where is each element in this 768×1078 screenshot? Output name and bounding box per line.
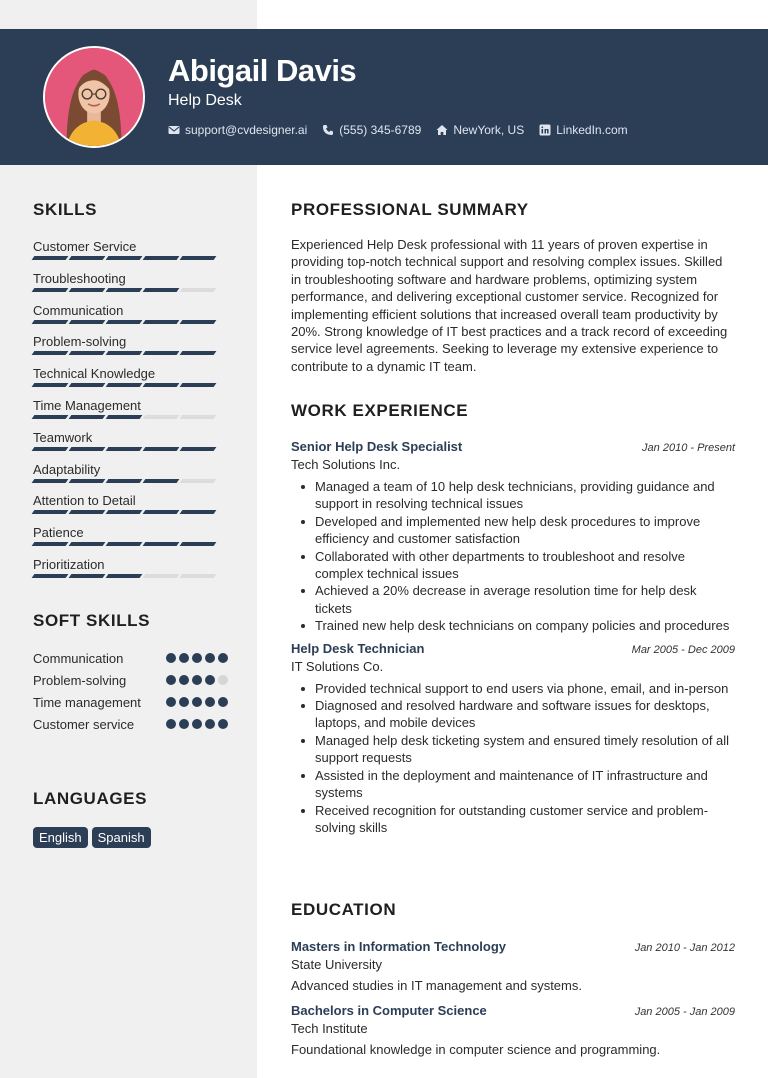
school-name: State University	[291, 957, 383, 972]
bullet-item: Managed help desk ticketing system and ensured timely resolution of all support requests	[291, 732, 735, 767]
skill-name: Communication	[33, 302, 124, 318]
skill-name: Adaptability	[33, 461, 101, 477]
rating-segment	[32, 288, 69, 292]
job-title: Senior Help Desk Specialist	[291, 439, 463, 454]
rating-segment	[69, 351, 106, 355]
rating-dot	[192, 653, 202, 663]
skill-item	[33, 525, 228, 557]
rating-dot	[218, 697, 228, 707]
skills-title: SKILLS	[33, 200, 98, 219]
contact-linkedin[interactable]	[539, 123, 627, 137]
rating-segment	[69, 574, 106, 578]
job-entry	[291, 641, 735, 837]
soft-skill-rating	[163, 716, 228, 729]
rating-dot	[166, 653, 176, 663]
bullet-item: Collaborated with other departments to troubleshoot and resolve complex technical issues	[291, 548, 735, 583]
rating-segment	[180, 479, 217, 483]
rating-segment	[32, 574, 69, 578]
skill-rating-bar	[33, 542, 228, 546]
rating-segment	[180, 415, 217, 419]
rating-segment	[32, 256, 69, 260]
bullet-item: Developed and implemented new help desk procedures to improve efficiency and customer satisfaction	[291, 513, 735, 548]
rating-segment	[143, 383, 180, 387]
rating-segment	[106, 479, 143, 483]
candidate-name: Abigail Davis	[168, 53, 357, 88]
rating-segment	[180, 288, 217, 292]
rating-dot	[166, 675, 176, 685]
soft-skill-rating	[163, 650, 228, 663]
skill-name: Prioritization	[33, 556, 105, 572]
skill-name: Teamwork	[33, 429, 93, 445]
skill-item	[33, 430, 228, 462]
contact-location	[436, 123, 524, 137]
languages-list	[33, 827, 228, 848]
rating-segment	[69, 542, 106, 546]
rating-dot	[179, 675, 189, 685]
bullet-item: Received recognition for outstanding customer service and problem-solving skills	[291, 802, 735, 837]
soft-skill-name: Communication	[33, 651, 124, 666]
rating-segment	[69, 383, 106, 387]
degree-title: Bachelors in Computer Science	[291, 1003, 487, 1018]
soft-skill-rating	[163, 694, 228, 707]
experience-title: WORK EXPERIENCE	[291, 401, 469, 420]
rating-dot	[218, 675, 228, 685]
soft-skill-name: Problem-solving	[33, 673, 127, 688]
rating-dot	[166, 719, 176, 729]
education-list	[291, 939, 735, 1057]
skill-item	[33, 271, 228, 303]
summary-section	[291, 200, 735, 375]
rating-segment	[143, 447, 180, 451]
skill-rating-bar	[33, 320, 228, 324]
education-description: Foundational knowledge in computer science and programming.	[291, 1042, 661, 1057]
rating-dot	[179, 697, 189, 707]
skill-name: Attention to Detail	[33, 493, 136, 509]
rating-segment	[143, 574, 180, 578]
soft-skill-item	[33, 716, 228, 733]
rating-segment	[143, 256, 180, 260]
rating-segment	[143, 542, 180, 546]
bullet-item: Diagnosed and resolved hardware and software issues for desktops, laptops, and mobile devices	[291, 697, 735, 732]
education-entry	[291, 1003, 735, 1057]
company-name: IT Solutions Co.	[291, 658, 384, 674]
phone-icon	[322, 124, 334, 136]
rating-dot	[179, 719, 189, 729]
experience-section	[291, 401, 735, 836]
education-date: Jan 2005 - Jan 2009	[634, 1006, 735, 1018]
rating-segment	[32, 415, 69, 419]
skill-rating-bar	[33, 383, 228, 387]
rating-dot	[192, 675, 202, 685]
rating-segment	[32, 383, 69, 387]
company-name: Tech Solutions Inc.	[291, 457, 401, 472]
degree-title: Masters in Information Technology	[291, 939, 507, 954]
skill-item	[33, 239, 228, 271]
rating-segment	[32, 447, 69, 451]
education-date: Jan 2010 - Jan 2012	[634, 942, 735, 954]
rating-segment	[143, 351, 180, 355]
languages-title: LANGUAGES	[33, 789, 148, 808]
rating-segment	[32, 351, 69, 355]
rating-segment	[32, 320, 69, 324]
candidate-role: Help Desk	[168, 92, 242, 109]
rating-segment	[143, 320, 180, 324]
rating-segment	[32, 542, 69, 546]
job-header	[291, 439, 735, 454]
soft-skill-name: Customer service	[33, 717, 135, 732]
skill-item	[33, 462, 228, 494]
soft-skills-list	[33, 650, 228, 733]
rating-segment	[69, 510, 106, 514]
rating-segment	[69, 415, 106, 419]
education-section	[291, 900, 735, 1057]
home-icon	[436, 124, 448, 136]
education-description: Advanced studies in IT management and systems.	[291, 978, 582, 993]
bullet-item: Provided technical support to end users via phone, email, and in-person	[291, 680, 735, 697]
skill-rating-bar	[33, 288, 228, 292]
education-header	[291, 1003, 735, 1018]
skill-item	[33, 557, 228, 589]
rating-segment	[106, 351, 143, 355]
rating-segment	[180, 351, 217, 355]
skill-item	[33, 303, 228, 335]
rating-dot	[166, 697, 176, 707]
rating-segment	[180, 542, 217, 546]
education-title: EDUCATION	[291, 900, 397, 919]
job-date: Mar 2005 - Dec 2009	[631, 643, 735, 656]
rating-segment	[143, 415, 180, 419]
soft-skills-section	[33, 611, 228, 738]
skill-rating-bar	[33, 415, 228, 419]
profile-photo	[45, 48, 143, 146]
rating-dot	[192, 719, 202, 729]
rating-segment	[180, 574, 217, 578]
bullet-item: Achieved a 20% decrease in average resolution time for help desk tickets	[291, 582, 735, 617]
rating-segment	[180, 320, 217, 324]
rating-dot	[218, 653, 228, 663]
skill-rating-bar	[33, 256, 228, 260]
soft-skill-item	[33, 672, 228, 689]
job-title: Help Desk Technician	[291, 640, 425, 656]
skill-rating-bar	[33, 479, 228, 483]
rating-dot	[192, 697, 202, 707]
bullet-item: Assisted in the deployment and maintenance of IT infrastructure and systems	[291, 767, 735, 802]
rating-segment	[69, 320, 106, 324]
contact-linkedin-text: LinkedIn.com	[556, 123, 628, 137]
rating-segment	[32, 510, 69, 514]
summary-title: PROFESSIONAL SUMMARY	[291, 200, 529, 219]
rating-segment	[180, 447, 217, 451]
job-header	[291, 641, 735, 656]
skill-rating-bar	[33, 574, 228, 578]
job-bullets	[291, 680, 735, 837]
rating-dot	[205, 719, 215, 729]
rating-segment	[69, 479, 106, 483]
skill-name: Customer Service	[33, 239, 137, 254]
language-badge: Spanish	[92, 827, 151, 848]
bullet-item: Trained new help desk technicians on company policies and procedures	[291, 617, 735, 634]
rating-segment	[180, 256, 217, 260]
skill-item	[33, 366, 228, 398]
skill-item	[33, 398, 228, 430]
skill-name: Problem-solving	[33, 334, 127, 350]
rating-segment	[106, 447, 143, 451]
skill-name: Technical Knowledge	[33, 366, 156, 382]
contact-phone[interactable]	[322, 123, 421, 137]
rating-segment	[180, 510, 217, 514]
skill-item	[33, 493, 228, 525]
rating-segment	[106, 542, 143, 546]
rating-dot	[205, 653, 215, 663]
contact-email[interactable]	[168, 123, 307, 137]
rating-dot	[205, 697, 215, 707]
rating-segment	[106, 510, 143, 514]
summary-text: Experienced Help Desk professional with 11 years of proven expertise in providing top-notch technical support and resolving complex issues. Skilled in troubleshooting software and hardware problems, optimizing system performance, and delivering exceptional customer service. Recognized for implementing efficient solutions that increased overall team productivity by 20%. Strong knowledge of IT best practices and a track record of exceeding service level agreements. Seeking to leverage my extensive experience to contribute to a dynamic IT team.	[291, 237, 728, 374]
rating-dot	[218, 719, 228, 729]
bullet-item: Managed a team of 10 help desk technicians, providing guidance and support in resolving technical issues	[291, 478, 735, 513]
rating-segment	[106, 383, 143, 387]
skill-rating-bar	[33, 510, 228, 514]
soft-skill-name: Time management	[33, 695, 141, 710]
contact-bar	[168, 123, 643, 137]
school-name: Tech Institute	[291, 1021, 368, 1036]
skill-rating-bar	[33, 351, 228, 355]
education-entry	[291, 939, 735, 993]
contact-phone-text: (555) 345-6789	[339, 123, 422, 137]
rating-segment	[143, 510, 180, 514]
rating-segment	[106, 574, 143, 578]
rating-dot	[205, 675, 215, 685]
skill-rating-bar	[33, 447, 228, 451]
rating-segment	[69, 447, 106, 451]
soft-skill-item	[33, 694, 228, 711]
language-badge: English	[33, 827, 88, 848]
contact-location-text: NewYork, US	[453, 123, 525, 137]
contact-email-text: support@cvdesigner.ai	[185, 123, 308, 137]
jobs-list	[291, 439, 735, 836]
rating-segment	[143, 288, 180, 292]
skill-name: Time Management	[33, 397, 141, 413]
skill-name: Troubleshooting	[33, 270, 126, 286]
rating-segment	[106, 320, 143, 324]
soft-skills-title: SOFT SKILLS	[33, 611, 151, 630]
languages-section	[33, 789, 228, 848]
job-date: Jan 2010 - Present	[642, 442, 735, 454]
rating-segment	[106, 415, 143, 419]
rating-segment	[69, 288, 106, 292]
rating-segment	[180, 383, 217, 387]
envelope-icon	[168, 124, 180, 136]
soft-skill-item	[33, 650, 228, 667]
skill-name: Patience	[33, 525, 84, 541]
job-bullets	[291, 478, 735, 635]
job-entry	[291, 439, 735, 635]
skills-section	[33, 200, 228, 589]
avatar	[43, 46, 145, 148]
rating-segment	[106, 288, 143, 292]
rating-segment	[143, 479, 180, 483]
linkedin-icon	[539, 124, 551, 136]
rating-segment	[106, 256, 143, 260]
skills-list	[33, 239, 228, 589]
education-header	[291, 939, 735, 954]
soft-skill-rating	[163, 672, 228, 685]
rating-segment	[69, 256, 106, 260]
skill-item	[33, 334, 228, 366]
rating-dot	[179, 653, 189, 663]
rating-segment	[32, 479, 69, 483]
